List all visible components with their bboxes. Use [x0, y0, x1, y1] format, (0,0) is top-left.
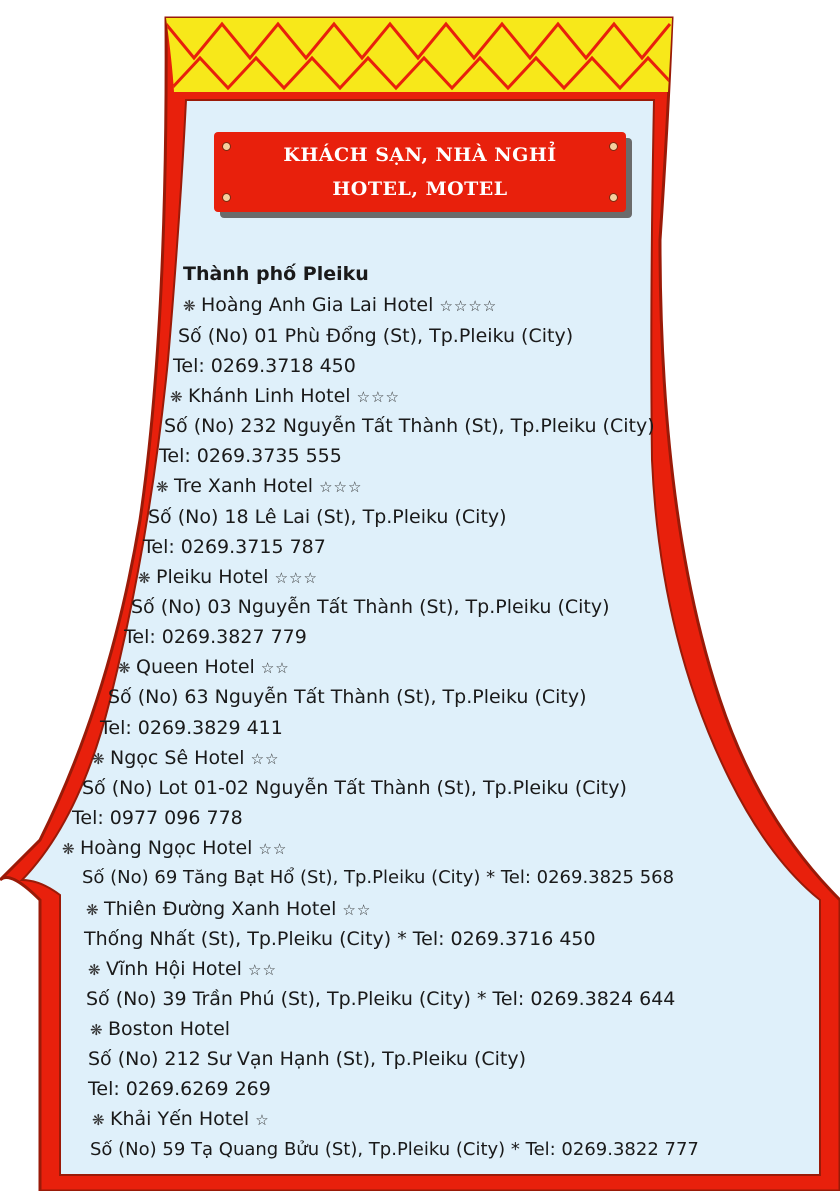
hotel-name: Khải Yến Hotel	[110, 1108, 250, 1130]
hotel-tel: Tel: 0977 096 778	[72, 807, 243, 829]
bullet-icon: ❋	[183, 297, 196, 315]
bullet-icon: ❋	[88, 961, 101, 979]
star-rating: ☆☆☆	[319, 478, 363, 496]
city-heading: Thành phố Pleiku	[183, 263, 369, 285]
bullet-icon: ❋	[86, 901, 99, 919]
star-rating: ☆☆☆	[274, 569, 318, 587]
hotel-name-row	[92, 746, 279, 771]
hotel-address: Số (No) 59 Tạ Quang Bửu (St), Tp.Pleiku (City) * Tel: 0269.3822 777	[90, 1139, 699, 1160]
bullet-icon: ❋	[138, 569, 151, 587]
hotel-name-row	[183, 293, 497, 318]
bullet-icon: ❋	[90, 1021, 103, 1039]
hotel-name-row	[118, 655, 290, 680]
bullet-icon: ❋	[118, 659, 131, 677]
hotel-name: Hoàng Anh Gia Lai Hotel	[201, 294, 434, 316]
hotel-name-row	[92, 1107, 270, 1132]
star-rating: ☆☆	[258, 840, 288, 858]
hotel-address: Số (No) 63 Nguyễn Tất Thành (St), Tp.Pleiku (City)	[108, 686, 587, 708]
star-rating: ☆☆☆	[356, 388, 400, 406]
hotel-address: Số (No) 69 Tăng Bạt Hổ (St), Tp.Pleiku (City) * Tel: 0269.3825 568	[82, 867, 675, 888]
hotel-address: Số (No) 232 Nguyễn Tất Thành (St), Tp.Pleiku (City)	[164, 415, 655, 437]
bullet-icon: ❋	[62, 840, 75, 858]
hotel-name: Queen Hotel	[136, 656, 255, 678]
hotel-address: Số (No) 01 Phù Đổng (St), Tp.Pleiku (City)	[178, 325, 574, 347]
hotel-address: Số (No) 18 Lê Lai (St), Tp.Pleiku (City)	[148, 506, 507, 528]
hotel-name-row	[170, 384, 400, 409]
hotel-name-row	[156, 474, 362, 499]
hotel-name: Tre Xanh Hotel	[174, 475, 314, 497]
star-rating: ☆	[255, 1111, 270, 1129]
hotel-name-row	[62, 836, 287, 861]
bullet-icon: ❋	[92, 1111, 105, 1129]
hotel-tel: Tel: 0269.3718 450	[173, 355, 356, 377]
star-rating: ☆☆☆☆	[439, 297, 498, 315]
hotel-name: Pleiku Hotel	[156, 566, 269, 588]
hotel-name-row	[88, 957, 277, 982]
star-rating: ☆☆	[260, 659, 290, 677]
hotel-tel: Tel: 0269.3715 787	[143, 536, 326, 558]
hotel-address: Số (No) 03 Nguyễn Tất Thành (St), Tp.Pleiku (City)	[131, 596, 610, 618]
hotel-name-row	[86, 897, 371, 922]
hotel-name: Hoàng Ngọc Hotel	[80, 837, 253, 859]
hotel-name: Khánh Linh Hotel	[188, 385, 351, 407]
hotel-name: Ngọc Sê Hotel	[110, 747, 245, 769]
banner-title-vi: KHÁCH SẠN, NHÀ NGHỈ	[283, 144, 557, 166]
hotel-name: Vĩnh Hội Hotel	[106, 958, 242, 980]
bullet-icon: ❋	[170, 388, 183, 406]
hotel-tel: Tel: 0269.6269 269	[88, 1078, 271, 1100]
hotel-address: Số (No) Lot 01-02 Nguyễn Tất Thành (St), Tp.Pleiku (City)	[82, 777, 627, 799]
hotel-name: Boston Hotel	[108, 1018, 231, 1040]
star-rating: ☆☆	[342, 901, 372, 919]
banner-title-en: HOTEL, MOTEL	[332, 178, 508, 200]
hotel-tel: Tel: 0269.3829 411	[100, 717, 283, 739]
star-rating: ☆☆	[250, 750, 280, 768]
hotel-address: Số (No) 39 Trần Phú (St), Tp.Pleiku (City) * Tel: 0269.3824 644	[86, 988, 676, 1010]
hotel-tel: Tel: 0269.3827 779	[124, 626, 307, 648]
hotel-name-row	[90, 1017, 230, 1042]
hotel-name-row	[138, 565, 318, 590]
hotel-name: Thiên Đường Xanh Hotel	[104, 898, 337, 920]
hotel-tel: Tel: 0269.3735 555	[159, 445, 342, 467]
hotel-address: Số (No) 212 Sư Vạn Hạnh (St), Tp.Pleiku (City)	[88, 1048, 527, 1070]
star-rating: ☆☆	[248, 961, 277, 979]
bullet-icon: ❋	[92, 750, 105, 768]
bullet-icon: ❋	[156, 478, 169, 496]
hotel-address: Thống Nhất (St), Tp.Pleiku (City) * Tel: 0269.3716 450	[84, 928, 596, 950]
